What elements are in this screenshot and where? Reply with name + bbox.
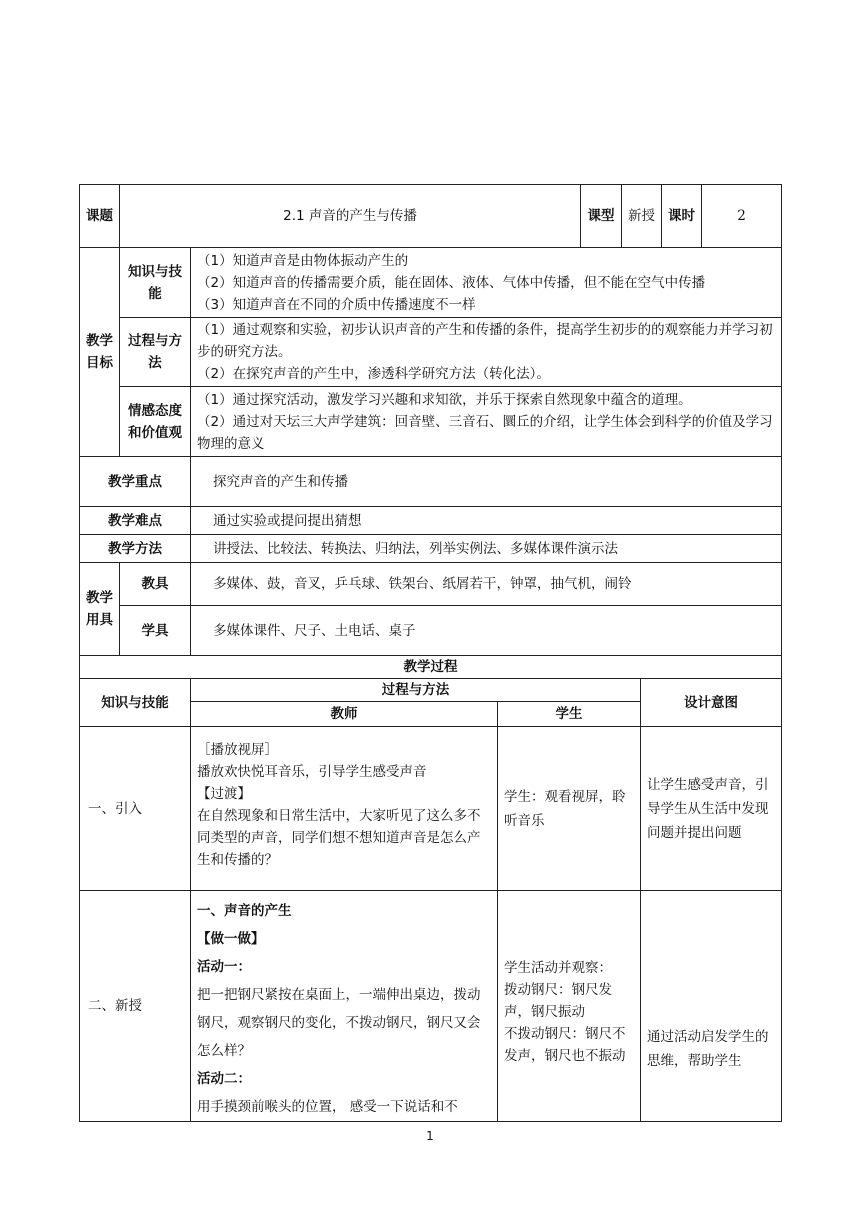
- intro-teacher-line: ［播放视屏］: [197, 742, 278, 758]
- new-student-line: 学生活动并观察：: [504, 960, 612, 976]
- col-intent: 设计意图: [641, 679, 782, 727]
- knowledge-item: （1）知道声音是由物体振动产生的: [197, 252, 409, 269]
- method-value: 讲授法、比较法、转换法、归纳法，列举实例法、多媒体课件演示法: [191, 535, 782, 563]
- key-point-value: 探究声音的产生和传播: [191, 457, 782, 507]
- col-teacher: 教师: [191, 702, 498, 727]
- method-label: 教学方法: [80, 535, 191, 563]
- activity1-label: 活动一：: [197, 959, 251, 975]
- process-item: （2）在探究声音的产生中，渗透科学研究方法（转化法）。: [197, 366, 550, 382]
- new-student: [498, 891, 641, 1122]
- intro-intent: 让学生感受声音，引导学生从生活中发现问题并提出问题: [641, 727, 782, 891]
- emotion-label: 情感态度和价值观: [120, 387, 191, 457]
- page-number: 1: [426, 1129, 434, 1143]
- emotion-item: （2）通过对天坛三大声学建筑：回音壁、三音石、圜丘的介绍，让学生体会到科学的价值及学习物理的意义: [197, 413, 773, 452]
- process-title: 教学过程: [80, 656, 782, 679]
- emotion-item: （1）通过探究活动，激发学习兴趣和求知欲，并乐于探索自然现象中蕴含的道理。: [197, 391, 692, 408]
- topic-label: 课题: [80, 185, 120, 248]
- type-value: 新授: [622, 185, 662, 248]
- col-student: 学生: [498, 702, 641, 727]
- new-student-line: 不拨动钢尺：钢尺不发声，钢尺也不振动: [504, 1026, 626, 1064]
- intro-stage: 一、引入: [80, 727, 191, 891]
- intro-teacher-line: 在自然现象和日常生活中，大家听见了这么多不同类型的声音，同学们想不想知道声音是怎么产生和传播的？: [197, 808, 481, 868]
- intro-teacher-line: 播放欢快悦耳音乐，引导学生感受声音: [197, 764, 427, 780]
- hours-label: 课时: [662, 185, 702, 248]
- difficulty-value: 通过实验或提问提出猜想: [191, 507, 782, 535]
- col-method: 过程与方法: [191, 679, 641, 702]
- new-teacher: [191, 891, 498, 1122]
- topic-value: 2.1 声音的产生与传播: [120, 185, 581, 248]
- type-label: 课型: [581, 185, 622, 248]
- new-intent: 通过活动启发学生的思维，帮助学生: [641, 891, 782, 1122]
- new-do-label: 【做一做】: [197, 931, 265, 947]
- knowledge-label: 知识与技能: [120, 248, 191, 318]
- intro-teacher: [191, 727, 498, 891]
- lesson-info-table: [79, 184, 782, 656]
- student-tools-label: 学具: [120, 606, 191, 656]
- col-knowledge: 知识与技能: [80, 679, 191, 727]
- student-tools-value: 多媒体课件、尺子、土电话、桌子: [191, 606, 782, 656]
- new-heading: 一、声音的产生: [197, 903, 292, 919]
- teacher-tools-value: 多媒体、鼓，音叉，乒乓球、铁架台、纸屑若干，钟罩，抽气机，闹铃: [191, 563, 782, 606]
- process-content: [191, 318, 782, 387]
- process-label: 过程与方法: [120, 318, 191, 387]
- activity2-text: 用手摸颈前喉头的位置， 感受一下说话和不: [197, 1099, 458, 1115]
- hours-value: 2: [702, 185, 782, 248]
- knowledge-item: （3）知道声音在不同的介质中传播速度不一样: [197, 296, 476, 313]
- new-stage: 二、新授: [80, 891, 191, 1122]
- activity1-text: 把一把钢尺紧按在桌面上，一端伸出桌边，拨动钢尺，观察钢尺的变化，不拨动钢尺，钢尺又会怎么样？: [197, 987, 481, 1059]
- key-point-label: 教学重点: [80, 457, 191, 507]
- tools-label: 教学用具: [80, 563, 120, 656]
- goals-label: 教学目标: [80, 248, 120, 457]
- emotion-content: [191, 387, 782, 457]
- intro-teacher-line: 【过渡】: [197, 786, 251, 802]
- activity2-label: 活动二：: [197, 1071, 251, 1087]
- difficulty-label: 教学难点: [80, 507, 191, 535]
- teacher-tools-label: 教具: [120, 563, 191, 606]
- new-student-line: 拨动钢尺：钢尺发声，钢尺振动: [504, 982, 612, 1020]
- knowledge-content: [191, 248, 782, 318]
- intro-student: 学生：观看视屏，聆听音乐: [498, 727, 641, 891]
- process-item: （1）通过观察和实验，初步认识声音的产生和传播的条件，提高学生初步的的观察能力并学习初步的研究方法。: [197, 322, 773, 360]
- knowledge-item: （2）知道声音的传播需要介质，能在固体、液体、气体中传播，但不能在空气中传播: [197, 274, 706, 291]
- teaching-process-table: [79, 655, 782, 1122]
